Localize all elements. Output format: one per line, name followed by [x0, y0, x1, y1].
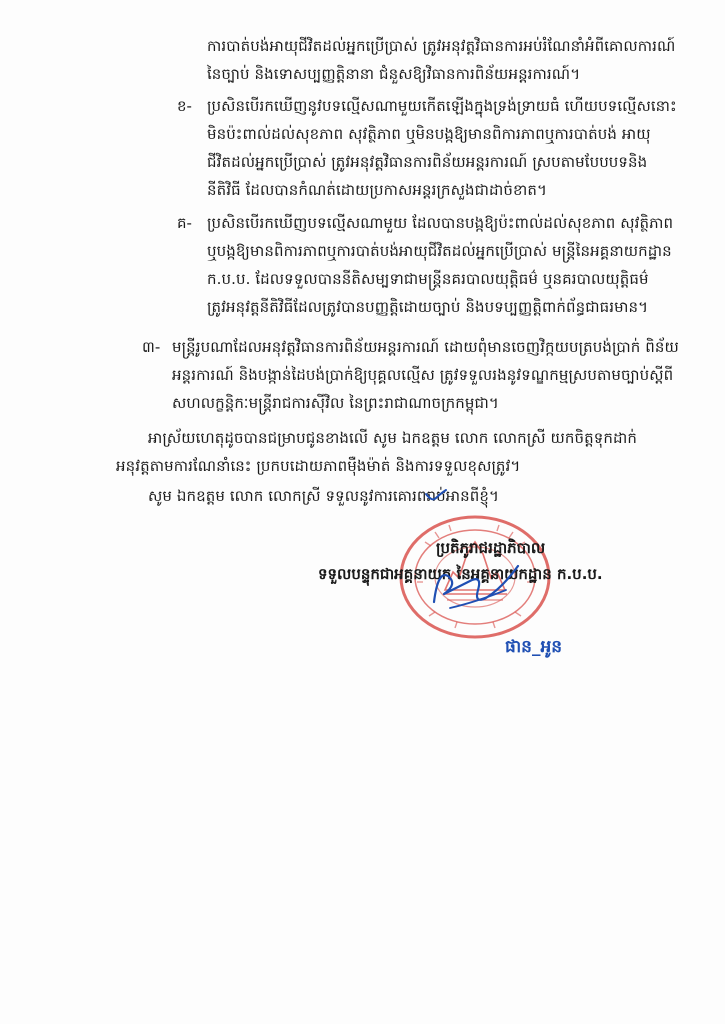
paragraph-line: សហលក្ខន្តិកៈមន្ត្រីរាជការស៊ីវិល នៃព្រះរាជាណាចក្រកម្ពុជា។	[172, 394, 499, 412]
paragraph-line: អន្តរការណ៍ និងបង្កាន់ដៃបង់ប្រាក់ឱ្យបុគ្គលល្មើស ត្រូវទទួលរងនូវទណ្ឌកម្មស្របតាមច្បាប់ស្តីពី	[172, 366, 674, 384]
paragraph-line: ឬបង្កឱ្យមានពិការភាពឬការបាត់បង់អាយុជីវិតដល់អ្នកប្រើប្រាស់ មន្ត្រីនៃអគ្គនាយកដ្ឋាន	[207, 242, 672, 260]
paragraph-line: ត្រូវអនុវត្តនីតិវិធីដែលត្រូវបានបញ្ញត្តិដោយច្បាប់ និងបទប្បញ្ញត្តិពាក់ព័ន្ធជាធរមាន។	[207, 298, 649, 316]
text-line: ការបាត់បង់អាយុជីវិតដល់អ្នកប្រើប្រាស់ ត្រូវអនុវត្តវិធានការអប់រំណែនាំអំពីគោលការណ៍	[207, 37, 676, 55]
paragraph-line: អនុវត្តតាមការណែនាំនេះ ប្រកបដោយភាពម៉ឺងម៉ាត់ និងការទទួលខុសត្រូវ។	[116, 457, 521, 475]
salutation-line: សូម ឯកឧត្តម លោក លោកស្រី ទទួលនូវការគោរពរាប់អានពីខ្ញុំ។	[148, 487, 499, 505]
paragraph-line: ជីវិតដល់អ្នកប្រើប្រាស់ ត្រូវអនុវត្តវិធានការពិន័យអន្តរការណ៍ ស្របតាមបែបបទនិង	[207, 153, 648, 171]
signatory-name: ផាន_អូន	[505, 637, 563, 657]
paragraph-line: ប្រសិនបើរកឃើញនូវបទល្មើសណាមួយកើតឡើងក្នុងទ្រង់ទ្រាយធំ ហើយបទល្មើសនោះ	[207, 97, 677, 115]
paragraph-line	[207, 64, 580, 84]
list-marker: ៣-	[142, 338, 161, 356]
paragraph-line: នីតិវិធី ដែលបានកំណត់ដោយប្រកាសអន្តរក្រសួងជាដាច់ខាត។	[207, 181, 547, 199]
paragraph-line: មិនប៉ះពាល់ដល់សុខភាព សុវត្ថិភាព ឬមិនបង្កឱ្យមានពិការភាពឬការបាត់បង់ អាយុ	[207, 125, 651, 143]
signatory-title: ប្រតិភូរាជរដ្ឋាភិបាល	[436, 539, 546, 557]
paragraph-line	[207, 36, 676, 56]
paragraph-line: មន្ត្រីរូបណាដែលអនុវត្តវិធានការពិន័យអន្តរការណ៍ ដោយពុំមានចេញវិក្កយបត្របង់ប្រាក់ ពិន័យ	[172, 338, 679, 356]
list-marker: ខ-	[177, 97, 192, 115]
text-line: នៃច្បាប់ និងទោសប្បញ្ញត្តិនានា ជំនួសឱ្យវិធានការពិន័យអន្តរការណ៍។	[207, 65, 581, 83]
handwritten-mark-icon	[424, 488, 448, 504]
paragraph-line: អាស្រ័យហេតុដូចបានជម្រាបជូនខាងលើ សូម ឯកឧត្តម លោក លោកស្រី យកចិត្តទុកដាក់	[148, 429, 637, 447]
signatory-position: ទទួលបន្ទុកជាអគ្គនាយក នៃអគ្គនាយកដ្ឋាន ក.ប.ប.	[318, 565, 603, 583]
handwritten-signature-icon	[420, 550, 530, 620]
list-marker: គ-	[177, 214, 192, 232]
paragraph-line: ក.ប.ប. ដែលទទួលបាននីតិសម្បទាជាមន្ត្រីនគរបាលយុត្តិធម៌ ឬនគរបាលយុត្តិធម៌	[207, 270, 649, 288]
paragraph-line: ប្រសិនបើរកឃើញបទល្មើសណាមួយ ដែលបានបង្កឱ្យប៉ះពាល់ដល់សុខភាព សុវត្ថិភាព	[207, 214, 674, 232]
